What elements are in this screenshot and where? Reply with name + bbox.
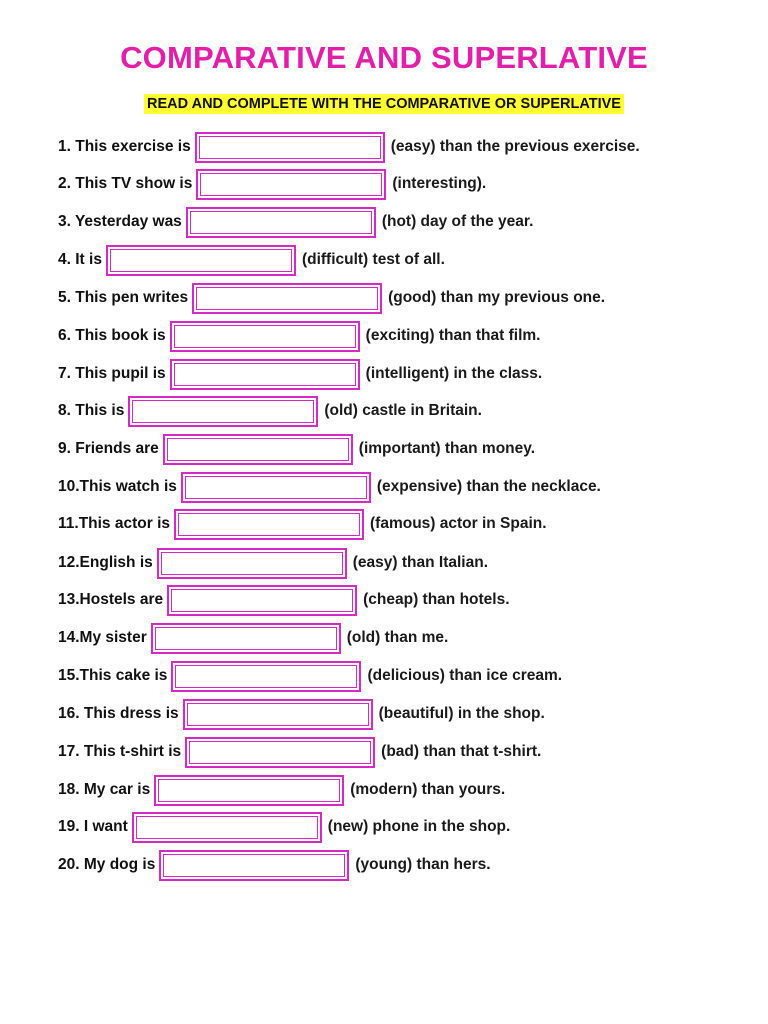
item-tail-text: (old) than me.: [346, 629, 449, 646]
item-lead-text: 8. This is: [58, 402, 125, 419]
exercise-item-5: [58, 283, 605, 313]
item-lead-text: 15.This cake is: [58, 667, 168, 684]
exercise-item-17: [58, 737, 541, 767]
item-lead-text: 7. This pupil is: [58, 365, 166, 382]
exercise-item-9: [58, 434, 535, 464]
instruction-wrapper: [0, 94, 768, 114]
item-lead-text: 2. This TV show is: [58, 175, 193, 192]
item-tail-text: (young) than hers.: [355, 856, 491, 873]
exercise-item-3: [58, 207, 533, 237]
answer-box[interactable]: [132, 812, 322, 843]
exercise-item-7: [58, 359, 542, 389]
answer-box[interactable]: [174, 509, 364, 540]
item-tail-text: (easy) than Italian.: [352, 554, 488, 571]
item-lead-text: 12.English is: [58, 554, 153, 571]
exercise-item-14: [58, 623, 448, 653]
item-lead-text: 19. I want: [58, 818, 128, 835]
answer-box[interactable]: [159, 850, 349, 881]
exercise-item-11: [58, 509, 547, 539]
answer-box[interactable]: [151, 623, 341, 654]
item-tail-text: (interesting).: [392, 175, 487, 192]
item-lead-text: 6. This book is: [58, 327, 166, 344]
item-tail-text: (easy) than the previous exercise.: [390, 138, 640, 155]
exercise-item-4: [58, 245, 445, 275]
answer-box[interactable]: [170, 321, 360, 352]
item-lead-text: 3. Yesterday was: [58, 213, 182, 230]
exercise-item-20: [58, 850, 491, 880]
exercise-item-15: [58, 661, 562, 691]
answer-box[interactable]: [192, 283, 382, 314]
item-tail-text: (intelligent) in the class.: [365, 365, 543, 382]
item-tail-text: (famous) actor in Spain.: [370, 515, 547, 532]
answer-box[interactable]: [163, 434, 353, 465]
item-tail-text: (difficult) test of all.: [301, 251, 445, 268]
answer-box[interactable]: [181, 472, 371, 503]
item-lead-text: 13.Hostels are: [58, 591, 164, 608]
item-tail-text: (beautiful) in the shop.: [378, 705, 545, 722]
exercise-item-1: [58, 132, 640, 162]
instruction-text: READ AND COMPLETE WITH THE COMPARATIVE OR SUPERLATIVE: [144, 94, 624, 114]
answer-box[interactable]: [106, 245, 296, 276]
exercise-item-18: [58, 775, 505, 805]
answer-box[interactable]: [170, 359, 360, 390]
answer-box[interactable]: [157, 548, 347, 579]
item-tail-text: (modern) than yours.: [350, 781, 506, 798]
item-tail-text: (exciting) than that film.: [365, 327, 541, 344]
exercise-item-2: [58, 169, 486, 199]
item-tail-text: (important) than money.: [358, 440, 536, 457]
item-lead-text: 10.This watch is: [58, 478, 177, 495]
item-tail-text: (old) castle in Britain.: [324, 402, 482, 419]
answer-box[interactable]: [185, 737, 375, 768]
item-tail-text: (hot) day of the year.: [381, 213, 534, 230]
exercise-item-8: [58, 396, 482, 426]
item-lead-text: 4. It is: [58, 251, 102, 268]
exercise-item-6: [58, 321, 540, 351]
item-tail-text: (good) than my previous one.: [388, 289, 606, 306]
answer-box[interactable]: [171, 661, 361, 692]
exercise-item-12: [58, 548, 488, 578]
answer-box[interactable]: [167, 585, 357, 616]
exercise-item-16: [58, 699, 545, 729]
answer-box[interactable]: [183, 699, 373, 730]
exercise-item-10: [58, 472, 601, 502]
item-tail-text: (delicious) than ice cream.: [367, 667, 563, 684]
item-lead-text: 18. My car is: [58, 781, 151, 798]
item-tail-text: (expensive) than the necklace.: [376, 478, 601, 495]
item-tail-text: (cheap) than hotels.: [363, 591, 510, 608]
worksheet-title: COMPARATIVE AND SUPERLATIVE: [120, 40, 648, 75]
item-lead-text: 1. This exercise is: [58, 138, 191, 155]
item-tail-text: (new) phone in the shop.: [327, 818, 511, 835]
exercise-item-13: [58, 585, 510, 615]
item-lead-text: 16. This dress is: [58, 705, 179, 722]
item-lead-text: 14.My sister: [58, 629, 147, 646]
item-lead-text: 17. This t-shirt is: [58, 743, 182, 760]
exercise-item-19: [58, 812, 510, 842]
item-lead-text: 11.This actor is: [58, 515, 170, 532]
answer-box[interactable]: [186, 207, 376, 238]
answer-box[interactable]: [195, 132, 385, 163]
answer-box[interactable]: [196, 169, 386, 200]
item-lead-text: 5. This pen writes: [58, 289, 189, 306]
item-lead-text: 20. My dog is: [58, 856, 156, 873]
answer-box[interactable]: [154, 775, 344, 806]
item-lead-text: 9. Friends are: [58, 440, 159, 457]
item-tail-text: (bad) than that t-shirt.: [381, 743, 542, 760]
answer-box[interactable]: [128, 396, 318, 427]
